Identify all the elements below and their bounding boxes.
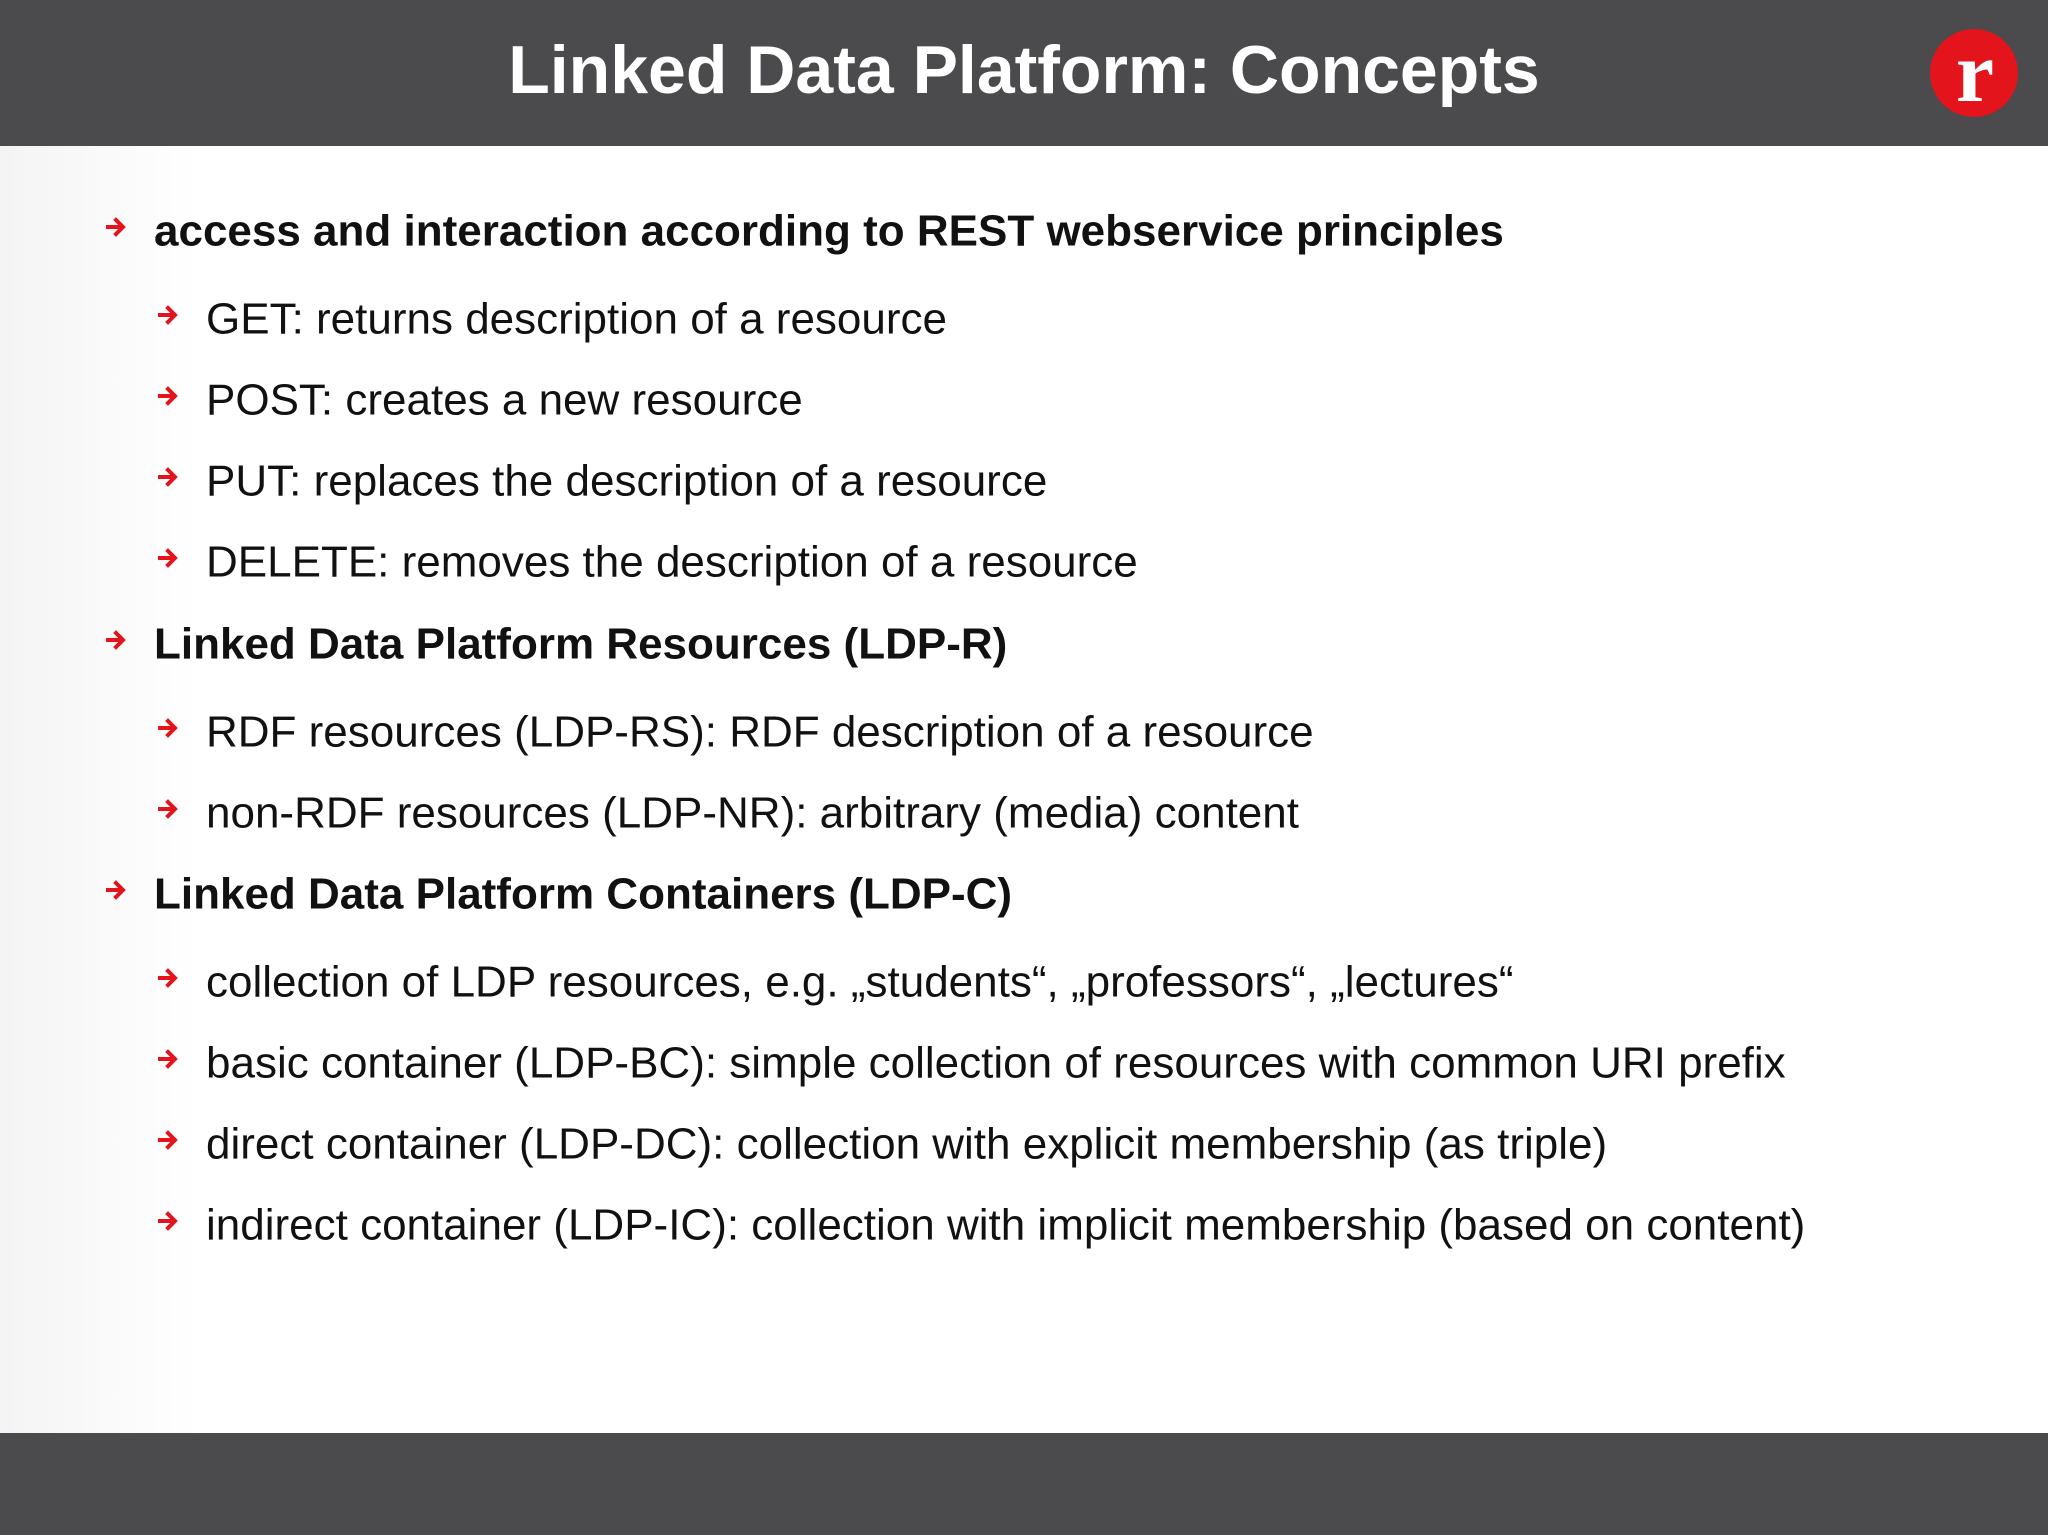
arrow-right-icon: [156, 797, 206, 821]
arrow-right-icon: [156, 716, 206, 740]
list-item: non-RDF resources (LDP-NR): arbitrary (media) content: [156, 786, 1299, 838]
arrow-right-icon: [104, 878, 154, 902]
list-item: basic container (LDP-BC): simple collection of resources with common URI prefix: [156, 1036, 1786, 1088]
arrow-right-icon: [156, 465, 206, 489]
arrow-right-icon: [156, 384, 206, 408]
logo-icon: [1929, 28, 2019, 118]
arrow-right-icon: [104, 628, 154, 652]
arrow-right-icon: [156, 1047, 206, 1071]
list-item: indirect container (LDP-IC): collection with implicit membership (based on content): [156, 1198, 1805, 1250]
list-item: DELETE: removes the description of a resource: [156, 535, 1138, 587]
arrow-right-icon: [156, 1209, 206, 1233]
logo-letter: r: [1955, 28, 1995, 118]
header-bar: [0, 0, 2048, 146]
section-heading: access and interaction according to REST webservice principles: [104, 204, 1504, 256]
list-item: direct container (LDP-DC): collection with explicit membership (as triple): [156, 1117, 1607, 1169]
slide-title: Linked Data Platform: Concepts: [508, 32, 1540, 108]
list-item: POST: creates a new resource: [156, 373, 803, 425]
section-heading: Linked Data Platform Containers (LDP-C): [104, 867, 1012, 919]
list-item: GET: returns description of a resource: [156, 292, 947, 344]
arrow-right-icon: [156, 303, 206, 327]
arrow-right-icon: [156, 1128, 206, 1152]
footer-bar: [0, 1433, 2048, 1535]
arrow-right-icon: [156, 546, 206, 570]
arrow-right-icon: [156, 966, 206, 990]
section-heading: Linked Data Platform Resources (LDP-R): [104, 617, 1007, 669]
list-item: collection of LDP resources, e.g. „students“, „professors“, „lectures“: [156, 955, 1513, 1007]
list-item: PUT: replaces the description of a resource: [156, 454, 1047, 506]
arrow-right-icon: [104, 215, 154, 239]
list-item: RDF resources (LDP-RS): RDF description of a resource: [156, 705, 1314, 757]
